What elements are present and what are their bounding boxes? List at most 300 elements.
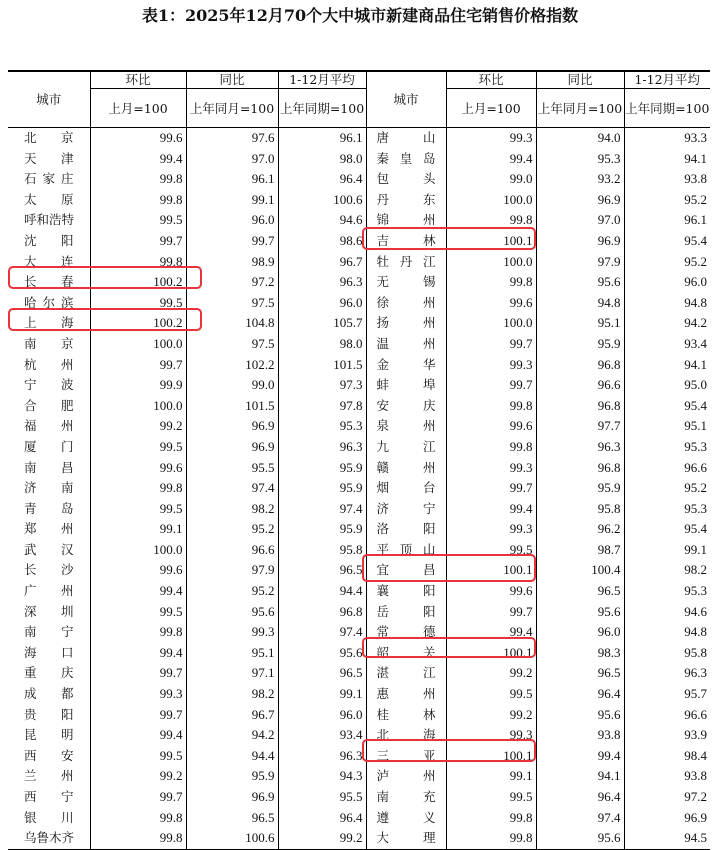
left-yoy-cell: 104.8: [186, 313, 278, 334]
left-avg-cell: 96.5: [278, 663, 366, 684]
left-yoy-cell: 95.2: [186, 581, 278, 602]
right-avg-cell: 97.2: [624, 787, 710, 808]
left-avg-cell: 96.8: [278, 602, 366, 623]
left-mom-cell: 99.8: [90, 190, 186, 211]
right-avg-cell: 95.2: [624, 478, 710, 499]
right-city-cell: 湛江: [366, 663, 446, 684]
right-avg-cell: 93.8: [624, 766, 710, 787]
table-row: [8, 190, 710, 211]
left-avg-cell: 96.4: [278, 808, 366, 829]
left-city-cell: 济南: [24, 480, 74, 496]
left-city-cell: 哈尔滨: [24, 294, 74, 310]
right-yoy-cell: 100.4: [536, 560, 624, 581]
right-city-cell: 桂林: [366, 705, 446, 726]
left-avg-cell: 101.5: [278, 355, 366, 376]
table-row: [8, 416, 710, 437]
header-yoy-left: 同比: [186, 71, 278, 89]
left-yoy-cell: 96.6: [186, 540, 278, 561]
highlight-box-sanya: [362, 739, 536, 762]
highlight-box-yichang: [362, 554, 536, 582]
header-mom-base-right: 上月=100: [446, 89, 536, 128]
right-city-cell: 襄阳: [366, 581, 446, 602]
left-avg-cell: 97.8: [278, 396, 366, 417]
right-mom-cell: 99.3: [446, 128, 536, 149]
left-yoy-cell: 97.5: [186, 334, 278, 355]
right-city-cell: 无锡: [366, 272, 446, 293]
right-yoy-cell: 96.9: [536, 190, 624, 211]
left-mom-cell: 99.7: [90, 787, 186, 808]
right-avg-cell: 94.1: [624, 149, 710, 170]
left-yoy-cell: 95.9: [186, 766, 278, 787]
left-city-cell: 武汉: [24, 541, 74, 557]
right-avg-cell: 95.0: [624, 375, 710, 396]
right-mom-cell: 100.1: [446, 746, 536, 767]
left-yoy-cell: 97.0: [186, 149, 278, 170]
left-avg-cell: 96.4: [278, 169, 366, 190]
right-avg-cell: 94.5: [624, 828, 710, 849]
right-yoy-cell: 97.7: [536, 416, 624, 437]
left-city-cell: 福州: [24, 418, 74, 434]
right-city-cell: 牡丹江: [366, 252, 446, 273]
right-yoy-cell: 96.4: [536, 787, 624, 808]
header-city-left: 城市: [8, 71, 90, 128]
right-yoy-cell: 95.6: [536, 272, 624, 293]
right-yoy-cell: 96.6: [536, 375, 624, 396]
right-avg-cell: 95.3: [624, 581, 710, 602]
right-city-cell: 岳阳: [366, 602, 446, 623]
left-city-cell: 重庆: [24, 665, 74, 681]
left-yoy-cell: 99.1: [186, 190, 278, 211]
left-avg-cell: 95.5: [278, 787, 366, 808]
table-row: [8, 705, 710, 726]
highlight-box-jilin: [362, 227, 536, 250]
table-row: [8, 663, 710, 684]
right-avg-cell: 98.2: [624, 560, 710, 581]
left-yoy-cell: 101.5: [186, 396, 278, 417]
left-yoy-cell: 96.9: [186, 437, 278, 458]
table-header: [8, 71, 710, 128]
left-yoy-cell: 96.0: [186, 210, 278, 231]
right-yoy-cell: 96.8: [536, 355, 624, 376]
right-mom-cell: 99.4: [446, 622, 536, 643]
table-row: [8, 766, 710, 787]
right-avg-cell: 99.1: [624, 540, 710, 561]
right-city-cell: 南充: [366, 787, 446, 808]
table-row: [8, 231, 710, 252]
left-yoy-cell: 97.1: [186, 663, 278, 684]
right-yoy-cell: 95.3: [536, 149, 624, 170]
right-city-cell: 徐州: [366, 293, 446, 314]
left-mom-cell: 99.7: [90, 355, 186, 376]
header-mom-base-left: 上月=100: [90, 89, 186, 128]
left-yoy-cell: 99.0: [186, 375, 278, 396]
right-city-cell: 宜昌: [366, 560, 446, 581]
table-row: [8, 437, 710, 458]
left-city-cell: 青岛: [24, 500, 74, 516]
right-mom-cell: 99.8: [446, 396, 536, 417]
left-yoy-cell: 102.2: [186, 355, 278, 376]
left-yoy-cell: 95.6: [186, 602, 278, 623]
left-mom-cell: 99.7: [90, 231, 186, 252]
left-mom-cell: 99.1: [90, 519, 186, 540]
right-yoy-cell: 95.9: [536, 334, 624, 355]
header-avg-base-left: 上年同期=100: [278, 89, 366, 128]
right-city-cell: 温州: [366, 334, 446, 355]
right-avg-cell: 95.4: [624, 519, 710, 540]
left-city-cell: 广州: [24, 583, 74, 599]
left-mom-cell: 99.4: [90, 581, 186, 602]
left-avg-cell: 96.0: [278, 705, 366, 726]
right-yoy-cell: 97.0: [536, 210, 624, 231]
right-city-cell: 金华: [366, 355, 446, 376]
right-yoy-cell: 97.4: [536, 808, 624, 829]
right-avg-cell: 98.4: [624, 746, 710, 767]
table-row: [8, 643, 710, 664]
left-avg-cell: 94.3: [278, 766, 366, 787]
table-row: [8, 334, 710, 355]
right-mom-cell: 99.8: [446, 272, 536, 293]
right-mom-cell: 100.1: [446, 560, 536, 581]
right-city-cell: 唐山: [366, 128, 446, 149]
right-mom-cell: 99.7: [446, 478, 536, 499]
left-mom-cell: 100.0: [90, 396, 186, 417]
highlight-box-changchun: [8, 266, 202, 289]
left-mom-cell: 99.4: [90, 643, 186, 664]
left-city-cell: 深圳: [24, 603, 74, 619]
table-row: [8, 210, 710, 231]
left-avg-cell: 96.5: [278, 560, 366, 581]
left-avg-cell: 99.1: [278, 684, 366, 705]
right-yoy-cell: 96.2: [536, 519, 624, 540]
left-yoy-cell: 95.5: [186, 458, 278, 479]
left-city-cell: 杭州: [24, 356, 74, 372]
right-avg-cell: 94.8: [624, 622, 710, 643]
table-row: [8, 602, 710, 623]
right-yoy-cell: 94.1: [536, 766, 624, 787]
left-city-cell: 呼和浩特: [24, 212, 75, 228]
left-mom-cell: 99.8: [90, 622, 186, 643]
right-mom-cell: 99.5: [446, 684, 536, 705]
left-mom-cell: 99.8: [90, 478, 186, 499]
table-row: [8, 519, 710, 540]
right-city-cell: 常德: [366, 622, 446, 643]
price-index-table: [8, 70, 710, 850]
left-avg-cell: 98.6: [278, 231, 366, 252]
table-row: [8, 560, 710, 581]
left-mom-cell: 99.5: [90, 746, 186, 767]
left-avg-cell: 96.7: [278, 252, 366, 273]
right-avg-cell: 95.3: [624, 437, 710, 458]
right-mom-cell: 100.0: [446, 190, 536, 211]
left-city-cell: 兰州: [24, 768, 74, 784]
left-yoy-cell: 99.7: [186, 231, 278, 252]
right-yoy-cell: 93.2: [536, 169, 624, 190]
left-mom-cell: 99.9: [90, 375, 186, 396]
left-city-cell: 合肥: [24, 397, 74, 413]
right-avg-cell: 95.4: [624, 396, 710, 417]
table-row: [8, 828, 710, 849]
left-city-cell: 南京: [24, 335, 74, 351]
table-row: [8, 355, 710, 376]
left-yoy-cell: 98.9: [186, 252, 278, 273]
header-avg-right: 1-12月平均: [624, 71, 710, 89]
right-yoy-cell: 95.8: [536, 499, 624, 520]
right-yoy-cell: 96.4: [536, 684, 624, 705]
right-city-cell: 泸州: [366, 766, 446, 787]
right-avg-cell: 96.6: [624, 705, 710, 726]
right-yoy-cell: 98.3: [536, 643, 624, 664]
left-mom-cell: 100.2: [90, 272, 186, 293]
left-avg-cell: 95.6: [278, 643, 366, 664]
right-avg-cell: 95.2: [624, 190, 710, 211]
table-row: [8, 128, 710, 149]
right-mom-cell: 99.1: [446, 766, 536, 787]
left-avg-cell: 96.0: [278, 293, 366, 314]
table-row: [8, 787, 710, 808]
right-mom-cell: 100.1: [446, 643, 536, 664]
left-mom-cell: 99.5: [90, 437, 186, 458]
left-mom-cell: 99.3: [90, 684, 186, 705]
right-yoy-cell: 96.5: [536, 581, 624, 602]
left-yoy-cell: 98.2: [186, 684, 278, 705]
right-city-cell: 锦州: [366, 210, 446, 231]
left-avg-cell: 96.3: [278, 437, 366, 458]
right-mom-cell: 99.8: [446, 210, 536, 231]
left-mom-cell: 100.0: [90, 540, 186, 561]
right-avg-cell: 95.4: [624, 231, 710, 252]
left-yoy-cell: 95.1: [186, 643, 278, 664]
right-mom-cell: 99.8: [446, 828, 536, 849]
right-mom-cell: 99.8: [446, 808, 536, 829]
right-mom-cell: 99.2: [446, 705, 536, 726]
left-city-cell: 长沙: [24, 562, 74, 578]
left-avg-cell: 100.6: [278, 190, 366, 211]
right-yoy-cell: 96.8: [536, 396, 624, 417]
header-yoy-base-left: 上年同月=100: [186, 89, 278, 128]
right-city-cell: 蚌埠: [366, 375, 446, 396]
left-mom-cell: 99.8: [90, 169, 186, 190]
right-avg-cell: 95.1: [624, 416, 710, 437]
left-avg-cell: 95.9: [278, 478, 366, 499]
right-mom-cell: 99.3: [446, 355, 536, 376]
left-yoy-cell: 96.1: [186, 169, 278, 190]
table-title: 表1：2025年12月70个大中城市新建商品住宅销售价格指数: [141, 6, 579, 25]
right-city-cell: 丹东: [366, 190, 446, 211]
left-city-cell: 成都: [24, 686, 74, 702]
right-mom-cell: 100.1: [446, 231, 536, 252]
table-row: [8, 581, 710, 602]
left-avg-cell: 98.0: [278, 334, 366, 355]
right-city-cell: 扬州: [366, 313, 446, 334]
header-mom-left: 环比: [90, 71, 186, 89]
left-avg-cell: 97.4: [278, 499, 366, 520]
left-avg-cell: 94.4: [278, 581, 366, 602]
left-yoy-cell: 98.2: [186, 499, 278, 520]
right-avg-cell: 95.3: [624, 499, 710, 520]
table-row: [8, 478, 710, 499]
table-row: [8, 375, 710, 396]
right-avg-cell: 94.8: [624, 293, 710, 314]
left-yoy-cell: 94.4: [186, 746, 278, 767]
left-city-cell: 厦门: [24, 438, 74, 454]
left-city-cell: 西安: [24, 747, 74, 763]
right-city-cell: 洛阳: [366, 519, 446, 540]
right-city-cell: 遵义: [366, 808, 446, 829]
header-avg-base-right: 上年同期=100: [624, 89, 710, 128]
left-avg-cell: 95.9: [278, 519, 366, 540]
right-yoy-cell: 93.8: [536, 725, 624, 746]
left-avg-cell: 94.6: [278, 210, 366, 231]
table-row: [8, 458, 710, 479]
left-avg-cell: 95.8: [278, 540, 366, 561]
right-avg-cell: 95.2: [624, 252, 710, 273]
right-yoy-cell: 96.9: [536, 231, 624, 252]
right-yoy-cell: 96.3: [536, 437, 624, 458]
left-city-cell: 贵阳: [24, 706, 74, 722]
right-city-cell: 秦皇岛: [366, 149, 446, 170]
right-city-cell: 三亚: [366, 746, 446, 767]
left-yoy-cell: 96.7: [186, 705, 278, 726]
left-avg-cell: 95.3: [278, 416, 366, 437]
right-avg-cell: 93.3: [624, 128, 710, 149]
right-avg-cell: 96.3: [624, 663, 710, 684]
left-yoy-cell: 100.6: [186, 828, 278, 849]
left-city-cell: 太原: [24, 191, 74, 207]
header-avg-left: 1-12月平均: [278, 71, 366, 89]
right-mom-cell: 100.0: [446, 252, 536, 273]
left-city-cell: 上海: [24, 315, 74, 331]
left-mom-cell: 99.8: [90, 828, 186, 849]
header-city-right: 城市: [366, 71, 446, 128]
left-city-cell: 海口: [24, 644, 74, 660]
left-avg-cell: 105.7: [278, 313, 366, 334]
right-city-cell: 大理: [366, 828, 446, 849]
right-avg-cell: 96.9: [624, 808, 710, 829]
right-yoy-cell: 97.9: [536, 252, 624, 273]
left-yoy-cell: 97.2: [186, 272, 278, 293]
right-yoy-cell: 96.0: [536, 622, 624, 643]
table-row: [8, 746, 710, 767]
right-avg-cell: 93.8: [624, 169, 710, 190]
right-mom-cell: 99.3: [446, 725, 536, 746]
right-avg-cell: 93.9: [624, 725, 710, 746]
right-avg-cell: 93.4: [624, 334, 710, 355]
left-yoy-cell: 96.9: [186, 416, 278, 437]
right-avg-cell: 96.1: [624, 210, 710, 231]
left-yoy-cell: 96.5: [186, 808, 278, 829]
table-row: [8, 684, 710, 705]
right-avg-cell: 94.6: [624, 602, 710, 623]
left-yoy-cell: 95.2: [186, 519, 278, 540]
right-mom-cell: 99.8: [446, 437, 536, 458]
right-mom-cell: 99.3: [446, 519, 536, 540]
left-yoy-cell: 97.9: [186, 560, 278, 581]
right-yoy-cell: 95.6: [536, 602, 624, 623]
left-mom-cell: 99.6: [90, 560, 186, 581]
right-city-cell: 包头: [366, 169, 446, 190]
left-yoy-cell: 97.5: [186, 293, 278, 314]
left-city-cell: 长春: [24, 274, 74, 290]
left-mom-cell: 99.2: [90, 766, 186, 787]
right-city-cell: 济宁: [366, 499, 446, 520]
left-yoy-cell: 97.4: [186, 478, 278, 499]
table-row: [8, 808, 710, 829]
right-city-cell: 泉州: [366, 416, 446, 437]
left-city-cell: 南昌: [24, 459, 74, 475]
right-city-cell: 平顶山: [366, 540, 446, 561]
left-mom-cell: 99.5: [90, 602, 186, 623]
right-yoy-cell: 98.7: [536, 540, 624, 561]
right-yoy-cell: 95.1: [536, 313, 624, 334]
right-mom-cell: 99.4: [446, 149, 536, 170]
left-avg-cell: 95.9: [278, 458, 366, 479]
right-avg-cell: 94.2: [624, 313, 710, 334]
left-city-cell: 宁波: [24, 377, 74, 393]
right-city-cell: 九江: [366, 437, 446, 458]
right-yoy-cell: 95.6: [536, 828, 624, 849]
right-mom-cell: 99.6: [446, 293, 536, 314]
left-yoy-cell: 99.3: [186, 622, 278, 643]
right-yoy-cell: 95.6: [536, 705, 624, 726]
highlight-box-shaoguan: [362, 637, 536, 658]
right-mom-cell: 99.5: [446, 540, 536, 561]
left-mom-cell: 100.2: [90, 313, 186, 334]
left-mom-cell: 99.7: [90, 663, 186, 684]
left-avg-cell: 97.4: [278, 622, 366, 643]
left-mom-cell: 100.0: [90, 334, 186, 355]
table-row: [8, 169, 710, 190]
right-mom-cell: 99.3: [446, 458, 536, 479]
left-mom-cell: 99.8: [90, 252, 186, 273]
left-yoy-cell: 94.2: [186, 725, 278, 746]
table-row: [8, 725, 710, 746]
right-mom-cell: 99.0: [446, 169, 536, 190]
left-city-cell: 昆明: [24, 727, 74, 743]
right-city-cell: 烟台: [366, 478, 446, 499]
right-avg-cell: 95.8: [624, 643, 710, 664]
header-mom-right: 环比: [446, 71, 536, 89]
price-index-table-wrap: [8, 70, 710, 850]
left-city-cell: 石家庄: [24, 171, 74, 187]
right-city-cell: 北海: [366, 725, 446, 746]
right-avg-cell: 96.6: [624, 458, 710, 479]
table-body: [8, 128, 710, 850]
left-mom-cell: 99.5: [90, 499, 186, 520]
left-yoy-cell: 96.9: [186, 787, 278, 808]
left-mom-cell: 99.2: [90, 416, 186, 437]
right-avg-cell: 96.0: [624, 272, 710, 293]
right-mom-cell: 99.5: [446, 787, 536, 808]
right-city-cell: 惠州: [366, 684, 446, 705]
left-yoy-cell: 97.6: [186, 128, 278, 149]
left-mom-cell: 99.4: [90, 149, 186, 170]
left-city-cell: 天津: [24, 150, 74, 166]
right-avg-cell: 95.7: [624, 684, 710, 705]
left-city-cell: 南宁: [24, 624, 74, 640]
table-row: [8, 396, 710, 417]
table-row: [8, 622, 710, 643]
right-yoy-cell: 99.4: [536, 746, 624, 767]
left-city-cell: 沈阳: [24, 232, 74, 248]
left-city-cell: 北京: [24, 130, 74, 145]
right-yoy-cell: 96.5: [536, 663, 624, 684]
right-yoy-cell: 96.8: [536, 458, 624, 479]
left-city-cell: 西宁: [24, 789, 74, 804]
right-yoy-cell: 94.0: [536, 128, 624, 149]
right-mom-cell: 99.6: [446, 581, 536, 602]
right-mom-cell: 99.7: [446, 602, 536, 623]
left-mom-cell: 99.7: [90, 705, 186, 726]
